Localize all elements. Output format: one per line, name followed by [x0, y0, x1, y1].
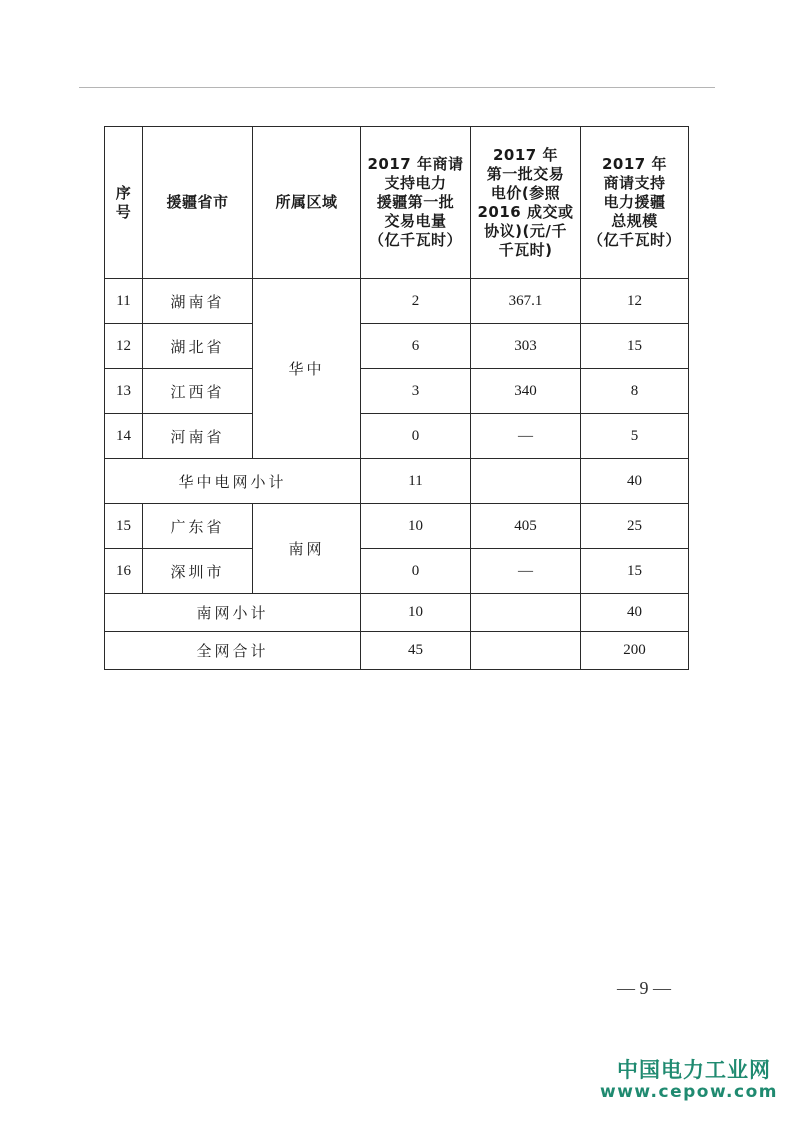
grand-total-total: 200: [581, 632, 689, 670]
header-region: 所属区域: [253, 127, 361, 279]
row-province: 广东省: [143, 504, 253, 549]
row-index: 16: [105, 549, 143, 594]
table-row: [105, 369, 689, 414]
grand-total-label: 全网合计: [105, 632, 361, 670]
subtotal-row-huazhong: [105, 459, 689, 504]
row-total: 8: [581, 369, 689, 414]
row-province: 湖南省: [143, 279, 253, 324]
header-rule: [79, 87, 715, 88]
subtotal-total: 40: [581, 459, 689, 504]
row-volume: 6: [361, 324, 471, 369]
subtotal-row-nanwang: [105, 594, 689, 632]
row-total: 15: [581, 324, 689, 369]
row-price: —: [471, 414, 581, 459]
table-row: [105, 549, 689, 594]
watermark-url: www.cepow.com: [600, 1082, 778, 1102]
row-volume: 0: [361, 549, 471, 594]
subtotal-price: [471, 459, 581, 504]
region-cell-nanwang: 南网: [253, 504, 361, 594]
header-total: 2017 年 商请支持 电力援疆 总规模 （亿千瓦时）: [581, 127, 689, 279]
header-price: 2017 年 第一批交易 电价(参照 2016 成交或 协议)(元/千 千瓦时): [471, 127, 581, 279]
row-total: 15: [581, 549, 689, 594]
region-cell-huazhong: 华中: [253, 279, 361, 459]
row-price: 405: [471, 504, 581, 549]
header-volume: 2017 年商请 支持电力 援疆第一批 交易电量 （亿千瓦时）: [361, 127, 471, 279]
row-index: 11: [105, 279, 143, 324]
subtotal-volume: 11: [361, 459, 471, 504]
subtotal-label: 华中电网小计: [105, 459, 361, 504]
table-row: [105, 279, 689, 324]
row-total: 12: [581, 279, 689, 324]
row-price: 303: [471, 324, 581, 369]
row-index: 14: [105, 414, 143, 459]
row-volume: 3: [361, 369, 471, 414]
row-volume: 10: [361, 504, 471, 549]
row-index: 12: [105, 324, 143, 369]
row-price: 367.1: [471, 279, 581, 324]
row-total: 5: [581, 414, 689, 459]
row-volume: 2: [361, 279, 471, 324]
watermark-name: 中国电力工业网: [617, 1058, 771, 1082]
row-province: 河南省: [143, 414, 253, 459]
row-index: 15: [105, 504, 143, 549]
grand-total-volume: 45: [361, 632, 471, 670]
table-row: [105, 414, 689, 459]
table-row: [105, 324, 689, 369]
row-price: —: [471, 549, 581, 594]
header-index: 序 号: [105, 127, 143, 279]
subtotal-volume: 10: [361, 594, 471, 632]
subtotal-total: 40: [581, 594, 689, 632]
subtotal-price: [471, 594, 581, 632]
header-province: 援疆省市: [143, 127, 253, 279]
row-total: 25: [581, 504, 689, 549]
table-header-row: [105, 127, 689, 279]
row-price: 340: [471, 369, 581, 414]
row-province: 深圳市: [143, 549, 253, 594]
page-number: — 9 —: [617, 978, 671, 998]
row-volume: 0: [361, 414, 471, 459]
row-index: 13: [105, 369, 143, 414]
aid-table: [104, 126, 689, 670]
row-province: 湖北省: [143, 324, 253, 369]
row-province: 江西省: [143, 369, 253, 414]
table-row: [105, 504, 689, 549]
grand-total-row: [105, 632, 689, 670]
grand-total-price: [471, 632, 581, 670]
subtotal-label: 南网小计: [105, 594, 361, 632]
